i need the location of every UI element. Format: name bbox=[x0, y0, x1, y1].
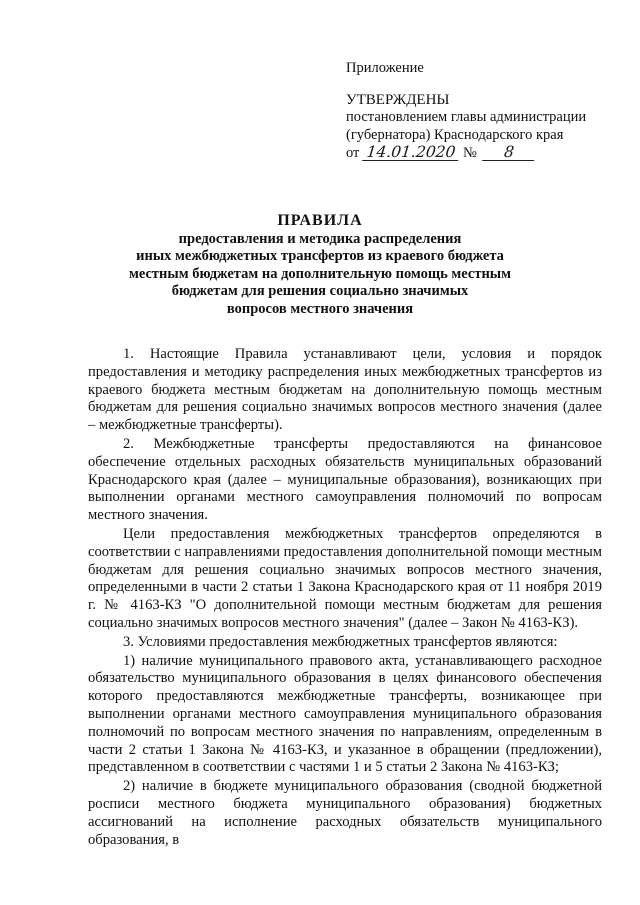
from-label: от bbox=[346, 145, 360, 161]
paragraph-3-1: 1) наличие муниципального правового акта, устанавливающего расходное обязательство муниципального образования в целях финансового обеспечения которого предоставляются межбюджетные трансферты, возникающее при выполнении органами местного самоуправления муниципального образования полномочий по вопросам местного значения по направлениям, определенным в части 2 статьи 1 Закона № 4163-КЗ, и указанное в обращении (предложении), представленном в соответствии с частями 1 и 5 статьи 2 Закона № 4163-КЗ; bbox=[88, 652, 602, 776]
approval-date-line bbox=[346, 144, 616, 163]
document-body bbox=[88, 346, 602, 850]
title-line: бюджетам для решения социально значимых bbox=[171, 283, 469, 299]
title-line: предоставления и методика распределения bbox=[178, 230, 462, 247]
title-line: иных межбюджетных трансфертов из краевого бюджета bbox=[136, 248, 504, 264]
number-label: № bbox=[463, 145, 477, 161]
document-title bbox=[120, 212, 520, 318]
title-line: местным бюджетам на дополнительную помощь местным bbox=[128, 265, 511, 282]
approval-number: 8 bbox=[482, 144, 536, 161]
title-heading: ПРАВИЛА bbox=[277, 212, 363, 229]
approval-line-1: постановлением главы администрации bbox=[346, 109, 587, 125]
approval-line-2: (губернатора) Краснодарского края bbox=[346, 126, 564, 143]
paragraph-goals: Цели предоставления межбюджетных трансфертов определяются в соответствии с направлениями предоставления дополнительной помощи местным бюджетам для решения социально значимых вопросов местного значения, определенными в части 2 статьи 1 Закона Краснодарского края от 11 ноября 2019 г. № 4163-КЗ "О дополнительной помощи местным бюджетам для решения социально значимых вопросов местного значения" (далее – Закон № 4163-КЗ). bbox=[88, 525, 602, 631]
title-line: вопросов местного значения bbox=[226, 300, 414, 317]
paragraph-1: 1. Настоящие Правила устанавливают цели, условия и порядок предоставления и методику распределения иных межбюджетных трансфертов из краевого бюджета местным бюджетам на дополнительную помощь местным бюджетам для решения социально значимых вопросов местного значения (далее – межбюджетные трансферты). bbox=[88, 346, 602, 434]
appendix-label: Приложение bbox=[346, 60, 424, 76]
approved-label: УТВЕРЖДЕНЫ bbox=[346, 91, 450, 108]
paragraph-3: 3. Условиями предоставления межбюджетных трансфертов являются: bbox=[123, 633, 558, 650]
approval-date: 14.01.2020 bbox=[363, 144, 461, 161]
approval-block bbox=[346, 60, 616, 163]
paragraph-2: 2. Межбюджетные трансферты предоставляются на финансовое обеспечение отдельных расходных обязательств муниципальных образований Краснодарского края (далее – муниципальные образования), возникающих при выполнении органами местного самоуправления полномочий по вопросам местного значения. bbox=[88, 435, 602, 524]
paragraph-3-2: 2) наличие в бюджете муниципального образования (сводной бюджетной росписи местного бюджета муниципального образования) бюджетных ассигнований на исполнение расходных обязательств муниципального образования, в bbox=[88, 778, 602, 848]
